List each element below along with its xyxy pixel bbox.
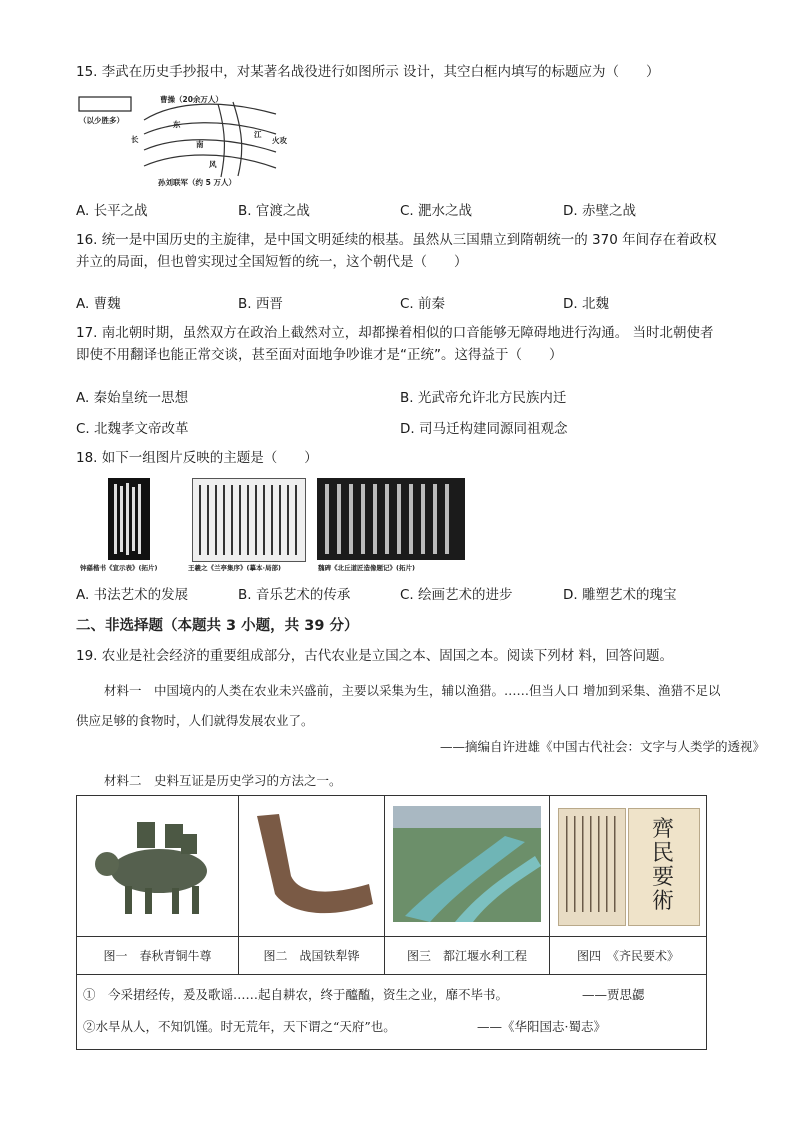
- fig3-caption: 图三 都江堰水利工程: [385, 937, 550, 975]
- diagram-char-chang: 长: [131, 135, 139, 144]
- material-one: 材料一 中国境内的人类在农业未兴盛前，主要以采集为生，辅以渔猎。……但当人口 增加到采集、渔猎不足以供应足够的食物时，人们就得发展农业了。: [76, 683, 721, 728]
- q17-option-a[interactable]: A. 秦始皇统一思想: [76, 390, 189, 406]
- iron-plough-image: [239, 796, 384, 932]
- q18-option-a[interactable]: A. 书法艺术的发展: [76, 587, 189, 603]
- diagram-top-label: 曹操（20余万人）: [160, 95, 223, 104]
- blank-title-box: [79, 97, 131, 111]
- q16-option-c[interactable]: C. 前秦: [400, 296, 446, 312]
- dujiangyan-image: [385, 796, 549, 932]
- text-source-one: ① 今采捃经传，爰及歌谣……起自耕农，终于醯醢，资生之业，靡不毕书。: [83, 987, 509, 1002]
- diagram-char-jiang: 江: [254, 130, 262, 139]
- q17-option-b[interactable]: B. 光武帝允许北方民族内迁: [400, 390, 567, 406]
- text-source-two: ②水旱从人，不知饥馑。时无荒年，天下谓之“天府”也。: [83, 1019, 396, 1034]
- text-source-two-ref: ——《华阳国志·蜀志》: [477, 1019, 606, 1034]
- material-one-source: ——摘编自许进雄《中国古代社会：文字与人类学的透视》: [440, 739, 766, 754]
- q18-option-d[interactable]: D. 雕塑艺术的瑰宝: [563, 587, 677, 603]
- fig1-caption: 图一 春秋青铜牛尊: [77, 937, 239, 975]
- book-title: 齊民要術: [651, 817, 674, 914]
- text-source-one-author: ——贾思勰: [582, 987, 645, 1002]
- q18-stem: 18. 如下一组图片反映的主题是（ ）: [76, 450, 318, 466]
- section-heading: 二、非选择题（本题共 3 小题，共 39 分）: [76, 618, 359, 634]
- material-table: [76, 795, 707, 1050]
- calligraphy-image-zhongyao: [108, 478, 150, 560]
- diagram-fire-attack: 火攻: [272, 136, 287, 145]
- calligraphy-image-weibei: [317, 478, 465, 560]
- diagram-bottom-label: 孙刘联军（约 5 万人）: [158, 178, 236, 187]
- bronze-ox-image: [77, 796, 238, 932]
- q17-stem: 17. 南北朝时期，虽然双方在政治上截然对立，却都操着相似的口音能够无障碍地进行沟通。 当时北朝使者即使不用翻译也能正常交谈，甚至面对面地争吵谁才是“正统”。这得益于（ ）: [76, 325, 714, 363]
- material-two: 材料二 史料互证是历史学习的方法之一。: [104, 773, 342, 788]
- diagram-char-east: 东: [173, 120, 181, 129]
- diagram-char-south: 南: [196, 140, 204, 149]
- text-sources-cell: [77, 975, 707, 1050]
- q16-stem: 16. 统一是中国历史的主旋律，是中国文明延续的根基。虽然从三国鼎立到隋朝统一的 370 年间存在着政权并立的局面，但也曾实现过全国短暂的统一，这个朝代是（ ）: [76, 232, 717, 270]
- fig2-caption: 图二 战国铁犁铧: [239, 937, 385, 975]
- fig4-caption: 图四 《齐民要术》: [550, 937, 707, 975]
- calligraphy-image-lanting: [192, 478, 306, 562]
- diagram-char-wind: 风: [209, 160, 217, 169]
- q15-option-b[interactable]: B. 官渡之战: [238, 203, 310, 219]
- fig1-cell: [77, 796, 239, 937]
- q17-option-d[interactable]: D. 司马迁构建同源同祖观念: [400, 421, 568, 437]
- q16-option-b[interactable]: B. 西晋: [238, 296, 283, 312]
- q15-option-c[interactable]: C. 淝水之战: [400, 203, 473, 219]
- q18-option-b[interactable]: B. 音乐艺术的传承: [238, 587, 351, 603]
- diagram-box-note: （以少胜多）: [79, 116, 124, 125]
- fig2-cell: [239, 796, 385, 937]
- q15-option-d[interactable]: D. 赤壁之战: [563, 203, 636, 219]
- q15-option-a[interactable]: A. 长平之战: [76, 203, 148, 219]
- fig3-cell: [385, 796, 550, 937]
- q18-caption-1: 钟繇楷书《宣示表》(拓片): [80, 564, 158, 572]
- fig4-cell: [550, 796, 707, 937]
- q18-caption-2: 王羲之《兰亭集序》(摹本·局部): [188, 564, 281, 572]
- q18-caption-3: 魏碑《北丘道匠造像题记》(拓片): [318, 564, 415, 572]
- qimin-yaoshu-image: [550, 798, 706, 934]
- q18-option-c[interactable]: C. 绘画艺术的进步: [400, 587, 513, 603]
- q16-option-d[interactable]: D. 北魏: [563, 296, 609, 312]
- battle-diagram: [76, 92, 306, 190]
- q17-option-c[interactable]: C. 北魏孝文帝改革: [76, 421, 189, 437]
- q16-option-a[interactable]: A. 曹魏: [76, 296, 121, 312]
- q19-stem: 19. 农业是社会经济的重要组成部分，古代农业是立国之本、固国之本。阅读下列材 料，回答问题。: [76, 648, 674, 664]
- q15-stem: 15. 李武在历史手抄报中，对某著名战役进行如图所示 设计，其空白框内填写的标题应为（ ）: [76, 64, 660, 80]
